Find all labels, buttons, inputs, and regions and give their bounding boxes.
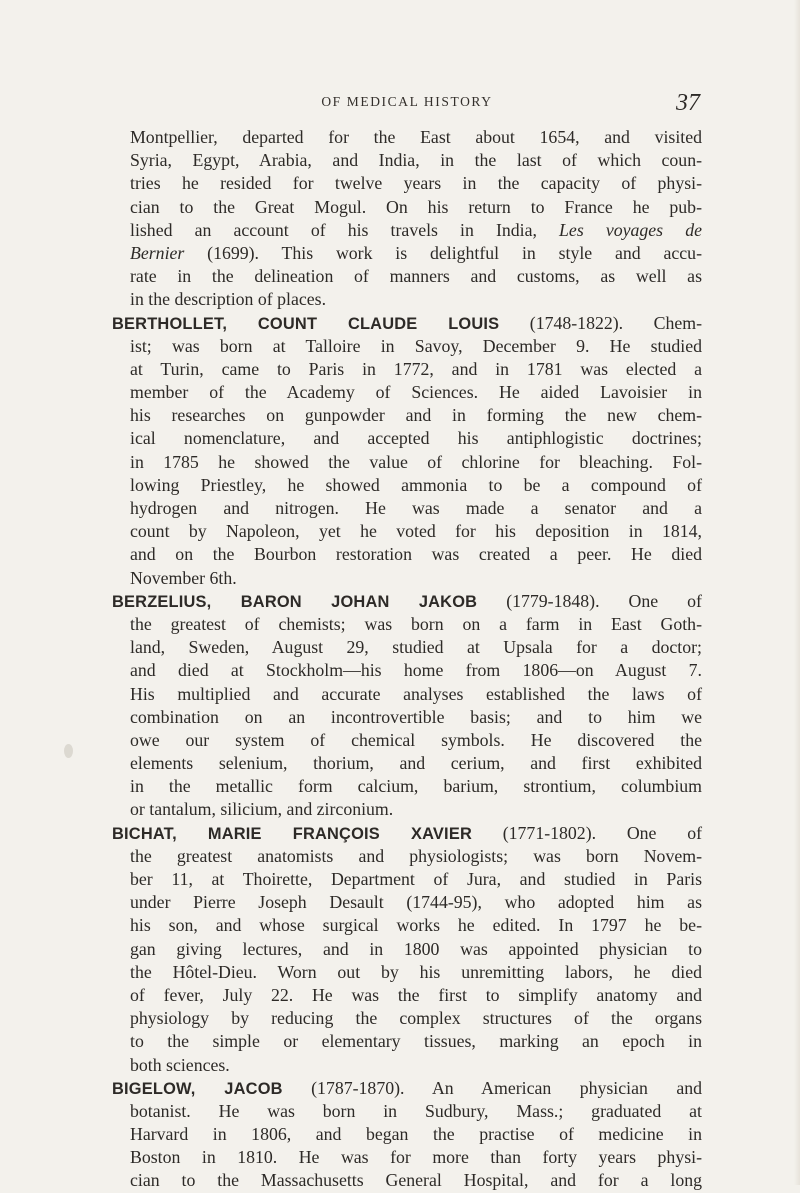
text-line: Montpellier, departed for the East about 1654, and visited xyxy=(130,127,702,147)
entry-dates: (1771-1802). xyxy=(502,822,597,843)
text-line: cian to the Great Mogul. On his return to France he pub- xyxy=(130,196,702,217)
text-line: or tantalum, silicium, and zirconium. xyxy=(130,799,394,820)
text-line: under Pierre Joseph Desault (1744-95), who adopted him as xyxy=(130,892,702,913)
text-segment: An American physician and xyxy=(431,1077,702,1098)
entry-bichat xyxy=(112,822,702,1077)
text-line: and on the Bourbon restoration was created a peer. He died xyxy=(130,544,702,565)
text-line: botanist. He was born in Sudbury, Mass.; graduated at xyxy=(130,1100,702,1121)
text-line: physiology by reducing the complex structures of the organs xyxy=(130,1008,702,1029)
entry-first-line xyxy=(112,822,702,845)
text-line: lowing Priestley, he showed ammonia to be a compound of xyxy=(130,474,702,495)
entry-dates: (1787-1870). xyxy=(311,1077,405,1098)
entry-first-line xyxy=(112,312,702,335)
text-line: his researches on gunpowder and in forming the new chem- xyxy=(130,405,702,426)
text-line: His multiplied and accurate analyses established the laws of xyxy=(130,683,702,704)
text-line: his son, and whose surgical works he edited. In 1797 he be- xyxy=(130,915,702,936)
text-line: count by Napoleon, yet he voted for his deposition in 1814, xyxy=(130,521,702,542)
text-line: in 1785 he showed the value of chlorine for bleaching. Fol- xyxy=(130,451,702,472)
text-line: cian to the Massachusetts General Hospital, and for a long xyxy=(130,1170,702,1191)
entry-first-line xyxy=(112,590,702,613)
text-line: gan giving lectures, and in 1800 was appointed physician to xyxy=(130,938,702,959)
text-line: of fever, July 22. He was the first to simplify anatomy and xyxy=(130,984,702,1005)
text-line: November 6th. xyxy=(130,567,237,588)
text-line: Harvard in 1806, and began the practise of medicine in xyxy=(130,1124,702,1145)
text-line: in the metallic form calcium, barium, strontium, columbium xyxy=(130,776,702,797)
page-number: 37 xyxy=(676,90,700,116)
text-line: in the description of places. xyxy=(130,289,327,310)
entry-berzelius xyxy=(112,590,702,822)
text-line: Boston in 1810. He was for more than forty years physi- xyxy=(130,1147,702,1168)
continued-entry xyxy=(112,126,702,312)
text-segment: One of xyxy=(628,590,702,611)
entry-headword: BERZELIUS, BARON JOHAN JAKOB xyxy=(112,592,478,611)
text-line: combination on an incontrovertible basis; and to him we xyxy=(130,706,702,727)
text-block xyxy=(112,126,702,1193)
book-title-italic: Les voyages de xyxy=(559,219,702,240)
text-line: at Turin, came to Paris in 1772, and in 1781 was elected a xyxy=(130,358,702,379)
text-line: ical nomenclature, and accepted his antiphlogistic doctrines; xyxy=(130,428,702,449)
entry-berthollet xyxy=(112,312,702,590)
entry-headword: BERTHOLLET, COUNT CLAUDE LOUIS xyxy=(112,314,500,333)
text-line: the greatest of chemists; was born on a farm in East Goth- xyxy=(130,613,702,634)
page-blemish xyxy=(64,744,73,758)
text-line: elements selenium, thorium, and cerium, and first exhibited xyxy=(130,753,702,774)
entry-dates: (1779-1848). xyxy=(506,590,600,611)
text-line: the greatest anatomists and physiologists; was born Novem- xyxy=(130,845,702,866)
page-edge xyxy=(794,0,800,1185)
book-title-italic: Bernier xyxy=(130,242,185,263)
text-line: tries he resided for twelve years in the capacity of physi- xyxy=(130,173,702,194)
entry-headword: BIGELOW, JACOB xyxy=(112,1079,283,1098)
entry-bigelow xyxy=(112,1077,702,1193)
text-line: rate in the delineation of manners and customs, as well as xyxy=(130,266,702,287)
text-line: Syria, Egypt, Arabia, and India, in the last of which coun- xyxy=(130,150,702,171)
text-segment: One of xyxy=(626,822,703,843)
text-line: owe our system of chemical symbols. He discovered the xyxy=(130,729,702,750)
text-segment: Chem- xyxy=(653,312,703,333)
text-line xyxy=(112,219,702,242)
text-line: ist; was born at Talloire in Savoy, December 9. He studied xyxy=(130,335,702,356)
running-title: OF MEDICAL HISTORY xyxy=(321,94,493,109)
entry-headword: BICHAT, MARIE FRANÇOIS XAVIER xyxy=(112,824,472,843)
text-segment: lished an account of his travels in India, xyxy=(130,219,537,240)
text-line: member of the Academy of Sciences. He aided Lavoisier in xyxy=(130,382,702,403)
text-line: and died at Stockholm—his home from 1806—on August 7. xyxy=(130,660,702,681)
running-head xyxy=(112,92,702,122)
text-segment: (1699). This work is delightful in style and accu- xyxy=(207,242,702,263)
entry-dates: (1748-1822). xyxy=(529,312,624,333)
text-line: ber 11, at Thoirette, Department of Jura, and studied in Paris xyxy=(130,869,702,889)
text-line xyxy=(112,242,702,265)
text-line: the Hôtel-Dieu. Worn out by his unremitting labors, he died xyxy=(130,961,702,982)
text-line: hydrogen and nitrogen. He was made a senator and a xyxy=(130,498,702,518)
text-line: land, Sweden, August 29, studied at Upsala for a doctor; xyxy=(130,637,702,658)
text-line: both sciences. xyxy=(130,1054,230,1075)
text-line: to the simple or elementary tissues, marking an epoch in xyxy=(130,1031,702,1052)
entry-first-line xyxy=(112,1077,702,1100)
